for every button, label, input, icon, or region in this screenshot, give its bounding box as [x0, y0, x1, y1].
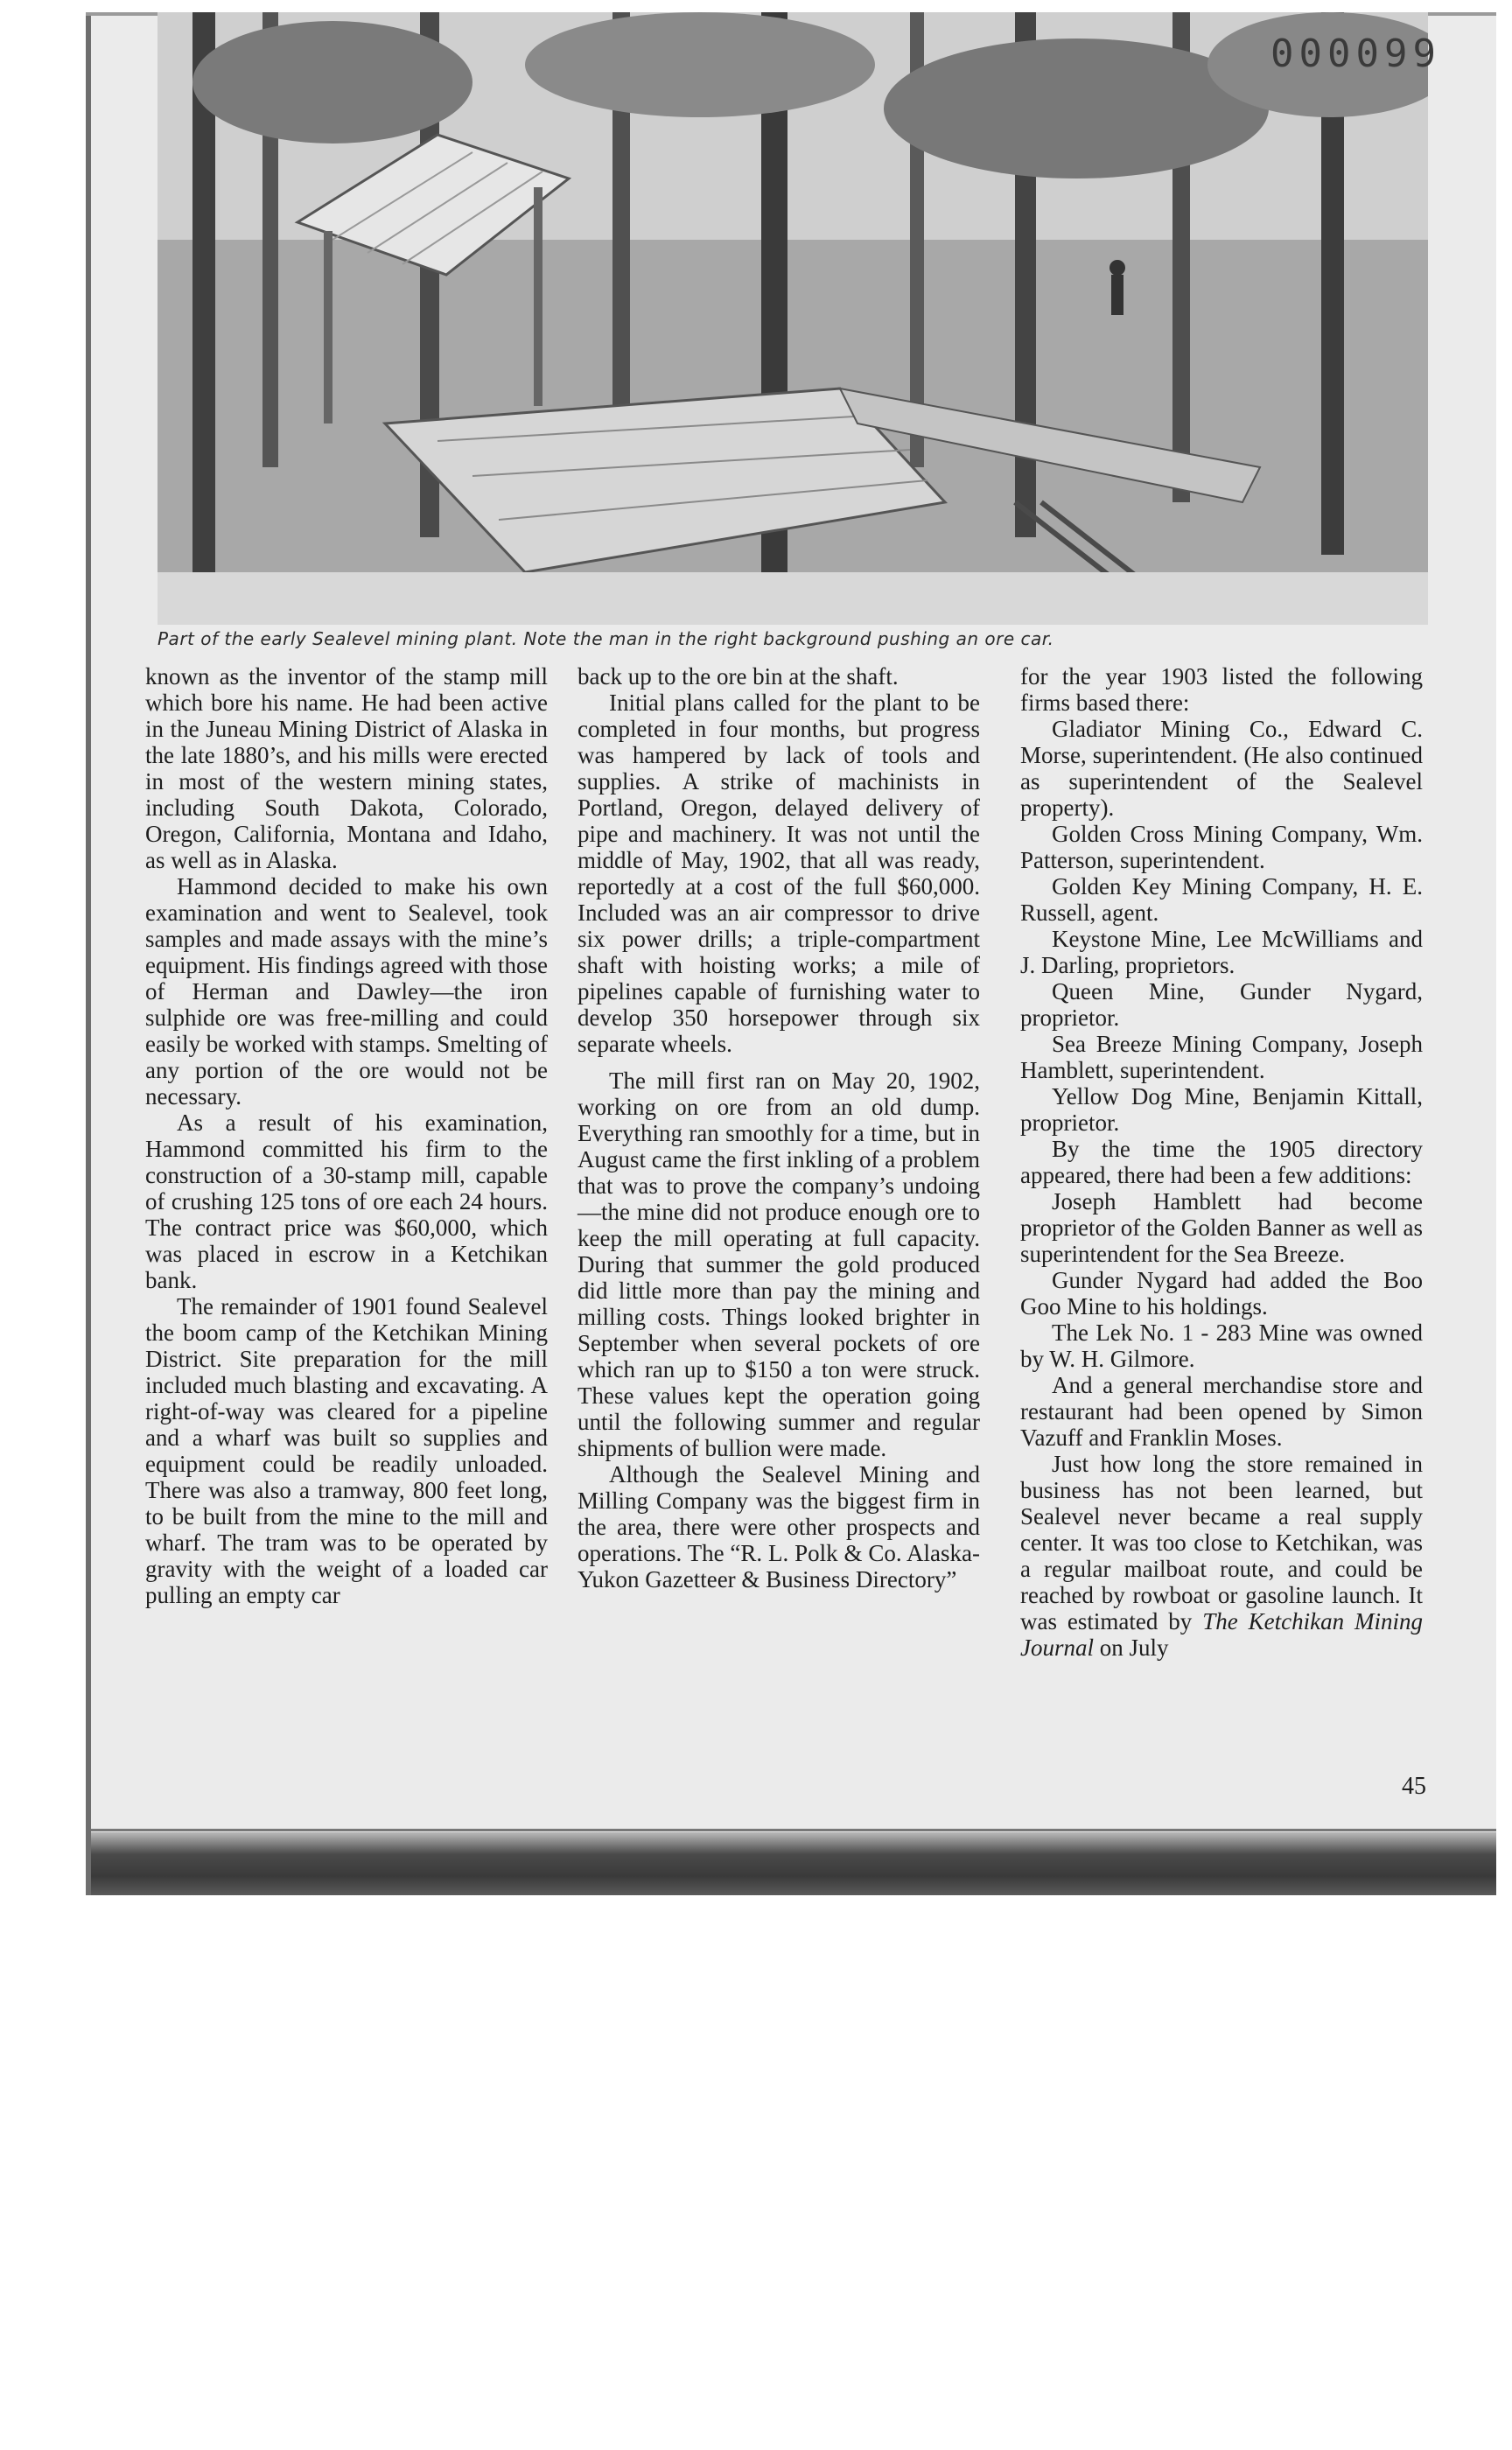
page-edge-shadow — [86, 12, 91, 1895]
directory-entry: Golden Cross Mining Company, Wm. Patterson, superintendent. — [1020, 821, 1423, 873]
text-column-2 — [578, 663, 980, 1757]
mining-plant-photo — [158, 12, 1428, 625]
text-column-3 — [1020, 663, 1423, 1757]
paragraph: The Lek No. 1 - 283 Mine was owned by W. H. Gilmore. — [1020, 1320, 1423, 1372]
paragraph: known as the inventor of the stamp mill which bore his name. He had been active in the Juneau Mining District of Alaska in the late 1880’s, and his mills were erected in most of the western mining states, including South Dakota, Colorado, Oregon, California, Montana and Idaho, as well as in Alaska. — [145, 663, 548, 873]
paragraph-text: Just how long the store remained in business has not been learned, but Sealevel never became a real supply center. It was too close to Ketchikan, was a regular mailboat route, and could be reached by rowboat or gasoline launch. It was estimated by — [1020, 1451, 1423, 1634]
text-column-1 — [145, 663, 548, 1757]
paragraph: Hammond decided to make his own examination and went to Sealevel, took samples and made assays with the mine’s equipment. His findings agreed with those of Herman and Dawley—the iron sulphide ore was free-milling and could easily be worked with stamps. Smelting of any portion of the ore would not be necessary. — [145, 873, 548, 1110]
page-number: 45 — [1402, 1773, 1426, 1800]
paragraph — [1020, 1451, 1423, 1661]
paragraph: The remainder of 1901 found Sealevel the boom camp of the Ketchikan Mining District. Site preparation for the mill included much blasting and excavating. A right-of-way was cleared for a pipeline and a wharf was built so supplies and equipment could be readily unloaded. There was also a tramway, 800 feet long, to be built from the mine to the mill and wharf. The tram was to be operated by gravity with the weight of a loaded car pulling an empty car — [145, 1293, 548, 1608]
directory-entry: Keystone Mine, Lee McWilliams and J. Darling, proprietors. — [1020, 926, 1423, 978]
directory-entry: Sea Breeze Mining Company, Joseph Hamblett, superintendent. — [1020, 1031, 1423, 1083]
publication-title: The Ketchikan Mining Journal — [1020, 1608, 1423, 1661]
directory-entry: Gladiator Mining Co., Edward C. Morse, superintendent. (He also continued as superintendent of the Sealevel property). — [1020, 716, 1423, 821]
paragraph: for the year 1903 listed the following firms based there: — [1020, 663, 1423, 716]
paragraph: Although the Sealevel Mining and Milling Company was the biggest firm in the area, there were other prospects and operations. The “R. L. Polk & Co. Alaska-Yukon Gazetteer & Business Directory” — [578, 1461, 980, 1592]
paragraph: Joseph Hamblett had become proprietor of the Golden Banner as well as superintendent for the Sea Breeze. — [1020, 1188, 1423, 1267]
paragraph: By the time the 1905 directory appeared, there had been a few additions: — [1020, 1136, 1423, 1188]
paragraph: Initial plans called for the plant to be completed in four months, but progress was hampered by lack of tools and supplies. A strike of machinists in Portland, Oregon, delayed delivery of pipe and machinery. It was not until the middle of May, 1902, that all was ready, reportedly at a cost of the full $60,000. Included was an air compressor to drive six power drills; a triple-compartment shaft with hoisting works; a mile of pipelines capable of furnishing water to develop 350 horsepower through six separate wheels. — [578, 690, 980, 1057]
directory-entry: Yellow Dog Mine, Benjamin Kittall, proprietor. — [1020, 1083, 1423, 1136]
archive-number-stamp: 000099 — [1270, 32, 1441, 76]
photo-caption: Part of the early Sealevel mining plant. Note the man in the right background pushing an ore car. — [158, 628, 1054, 649]
paragraph: As a result of his examination, Hammond committed his firm to the construction of a 30-stamp mill, capable of crushing 125 tons of ore each 24 hours. The contract price was $60,000, which was placed in escrow in a Ketchikan bank. — [145, 1110, 548, 1293]
paragraph: Gunder Nygard had added the Boo Goo Mine to his holdings. — [1020, 1267, 1423, 1320]
paragraph: And a general merchandise store and restaurant had been opened by Simon Vazuff and Franklin Moses. — [1020, 1372, 1423, 1451]
paragraph: back up to the ore bin at the shaft. — [578, 663, 899, 690]
page-bottom-line — [91, 1829, 1496, 1831]
page-bottom-band — [91, 1832, 1496, 1895]
paragraph: The mill first ran on May 20, 1902, working on ore from an old dump. Everything ran smoothly for a time, but in August came the first inkling of a problem that was to prove the company’s undoing—the mine did not produce enough ore to keep the mill operating at full capacity. During that summer the gold produced did little more than pay the mining and milling costs. Things looked brighter in September when several pockets of ore which ran up to $150 a ton were struck. These values kept the operation going until the following summer and regular shipments of bullion were made. — [578, 1068, 980, 1461]
paragraph-tail: on July — [1094, 1634, 1169, 1661]
directory-entry: Queen Mine, Gunder Nygard, proprietor. — [1020, 978, 1423, 1031]
directory-entry: Golden Key Mining Company, H. E. Russell, agent. — [1020, 873, 1423, 926]
